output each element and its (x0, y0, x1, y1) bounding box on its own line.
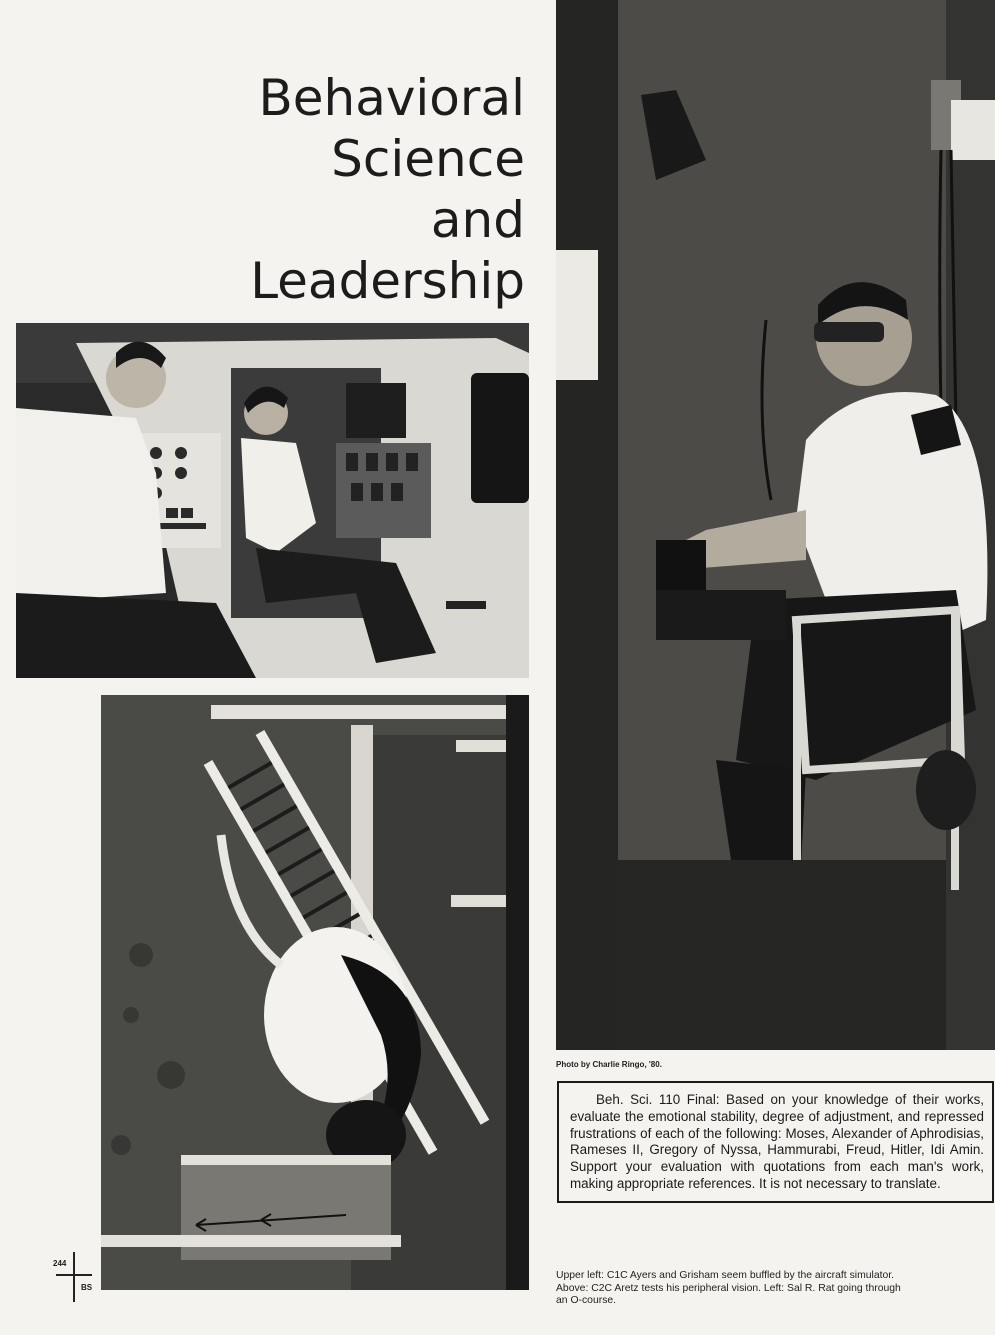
caption-line: Above: C2C Aretz tests his peripheral vision. Left: Sal R. Rat going through (556, 1282, 901, 1294)
section-code: BS (81, 1283, 93, 1292)
rat-image (101, 695, 529, 1290)
title-line: Science (331, 130, 525, 188)
caption-line: Upper left: C1C Ayers and Grisham seem buffled by the aircraft simulator. (556, 1270, 895, 1281)
flight-simulator-image (16, 323, 529, 678)
photo-rat-o-course (101, 695, 529, 1290)
title-line: Leadership (250, 252, 525, 310)
exam-question-box: Beh. Sci. 110 Final: Based on your knowledge of their works, evaluate the emotional stability, degree of adjustment, and repressed frustrations of each of the following: Moses, Alexander of Aphrodisias, Rameses II, Gregory of Nyssa, Hammurabi, Freud, Hitler, Idi Amin. Support your evaluation with quotations from each man's work, making appropriate references. It is not necessary to translate. (557, 1081, 994, 1203)
folio-divider-horizontal (56, 1274, 92, 1276)
photo-credit: Photo by Charlie Ringo, '80. (556, 1060, 662, 1069)
caption-line: an O-course. (556, 1295, 617, 1307)
folio-divider-vertical (73, 1252, 75, 1302)
photo-flight-simulator (16, 323, 529, 678)
page-title (250, 68, 525, 312)
photo-caption (556, 1270, 990, 1308)
page-number: 244 (53, 1259, 67, 1268)
title-line: and (430, 191, 525, 249)
vision-test-image (556, 0, 995, 1050)
title-line: Behavioral (258, 69, 525, 127)
photo-peripheral-vision (556, 0, 995, 1050)
